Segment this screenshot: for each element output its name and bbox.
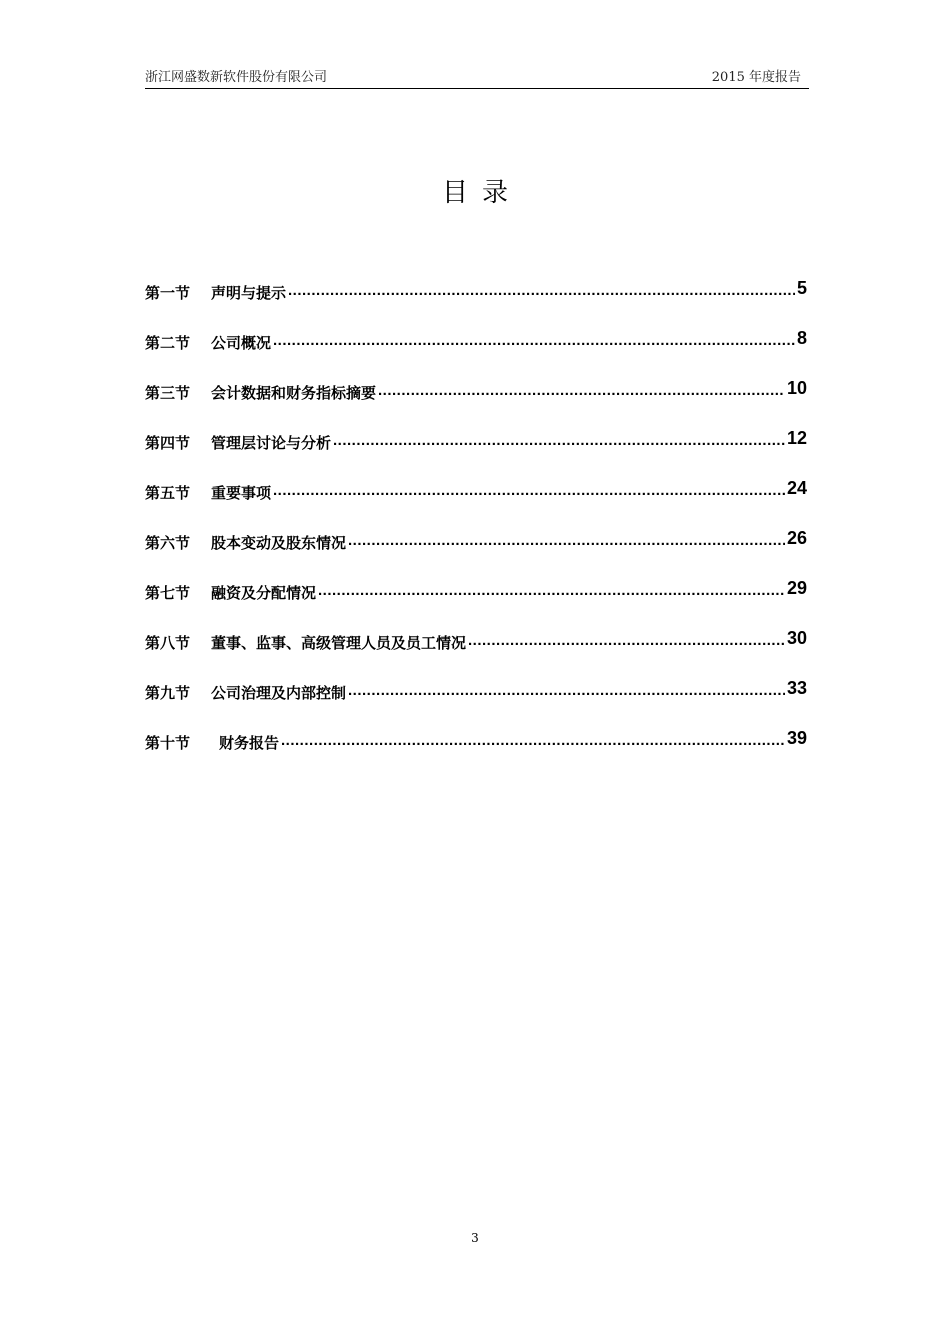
header-report-label: 2015 年度报告	[711, 70, 801, 85]
toc-page-number: 10	[786, 378, 807, 398]
toc-section-number: 第六节	[145, 535, 191, 552]
toc-section-number: 第十节	[145, 735, 191, 752]
toc-page-number: 29	[786, 578, 807, 598]
toc-page-number: 33	[786, 678, 807, 698]
toc-section-number: 第四节	[145, 435, 191, 452]
toc-dot-leader	[348, 528, 785, 549]
toc-section-title: 管理层讨论与分析	[211, 435, 332, 452]
header-company-name: 浙江网盛数新软件股份有限公司	[145, 70, 328, 85]
toc-section-title: 会计数据和财务指标摘要	[211, 385, 377, 402]
toc-entry[interactable]	[145, 728, 807, 778]
toc-section-title: 财务报告	[219, 735, 280, 752]
toc-dot-leader	[318, 578, 785, 599]
toc-entry[interactable]	[145, 278, 807, 328]
table-of-contents	[145, 278, 807, 778]
toc-entry[interactable]	[145, 628, 807, 678]
toc-entry[interactable]	[145, 428, 807, 478]
toc-dot-leader	[333, 428, 785, 449]
toc-dot-leader	[348, 678, 785, 699]
footer-page-number: 3	[471, 1231, 479, 1245]
toc-page-number: 8	[796, 328, 807, 348]
page-title: 目录	[441, 178, 522, 208]
toc-section-number: 第二节	[145, 335, 191, 352]
toc-page-number: 12	[786, 428, 807, 448]
toc-entry[interactable]	[145, 578, 807, 628]
toc-section-title: 融资及分配情况	[211, 585, 317, 602]
toc-entry[interactable]	[145, 478, 807, 528]
toc-section-title: 股本变动及股东情况	[211, 535, 347, 552]
toc-section-number: 第八节	[145, 635, 191, 652]
toc-section-number: 第七节	[145, 585, 191, 602]
toc-page-number: 26	[786, 528, 807, 548]
toc-section-number: 第五节	[145, 485, 191, 502]
toc-entry[interactable]	[145, 528, 807, 578]
toc-dot-leader	[281, 728, 785, 749]
toc-page-number: 24	[786, 478, 807, 498]
toc-page-number: 5	[796, 278, 807, 298]
toc-section-title: 重要事项	[211, 485, 272, 502]
toc-dot-leader	[468, 628, 785, 649]
toc-page-number: 39	[786, 728, 807, 748]
toc-section-title: 公司概况	[211, 335, 272, 352]
toc-section-title: 董事、监事、高级管理人员及员工情况	[211, 635, 467, 652]
toc-entry[interactable]	[145, 328, 807, 378]
toc-dot-leader	[273, 478, 785, 499]
toc-entry[interactable]	[145, 678, 807, 728]
toc-section-title: 公司治理及内部控制	[211, 685, 347, 702]
toc-entry[interactable]	[145, 378, 807, 428]
toc-page-number: 30	[786, 628, 807, 648]
page-header	[145, 66, 809, 89]
toc-section-number: 第三节	[145, 385, 191, 402]
toc-dot-leader	[273, 328, 795, 349]
toc-dot-leader	[378, 378, 785, 399]
toc-section-number: 第一节	[145, 285, 191, 302]
toc-section-title: 声明与提示	[211, 285, 287, 302]
toc-section-number: 第九节	[145, 685, 191, 702]
toc-dot-leader	[288, 278, 795, 299]
